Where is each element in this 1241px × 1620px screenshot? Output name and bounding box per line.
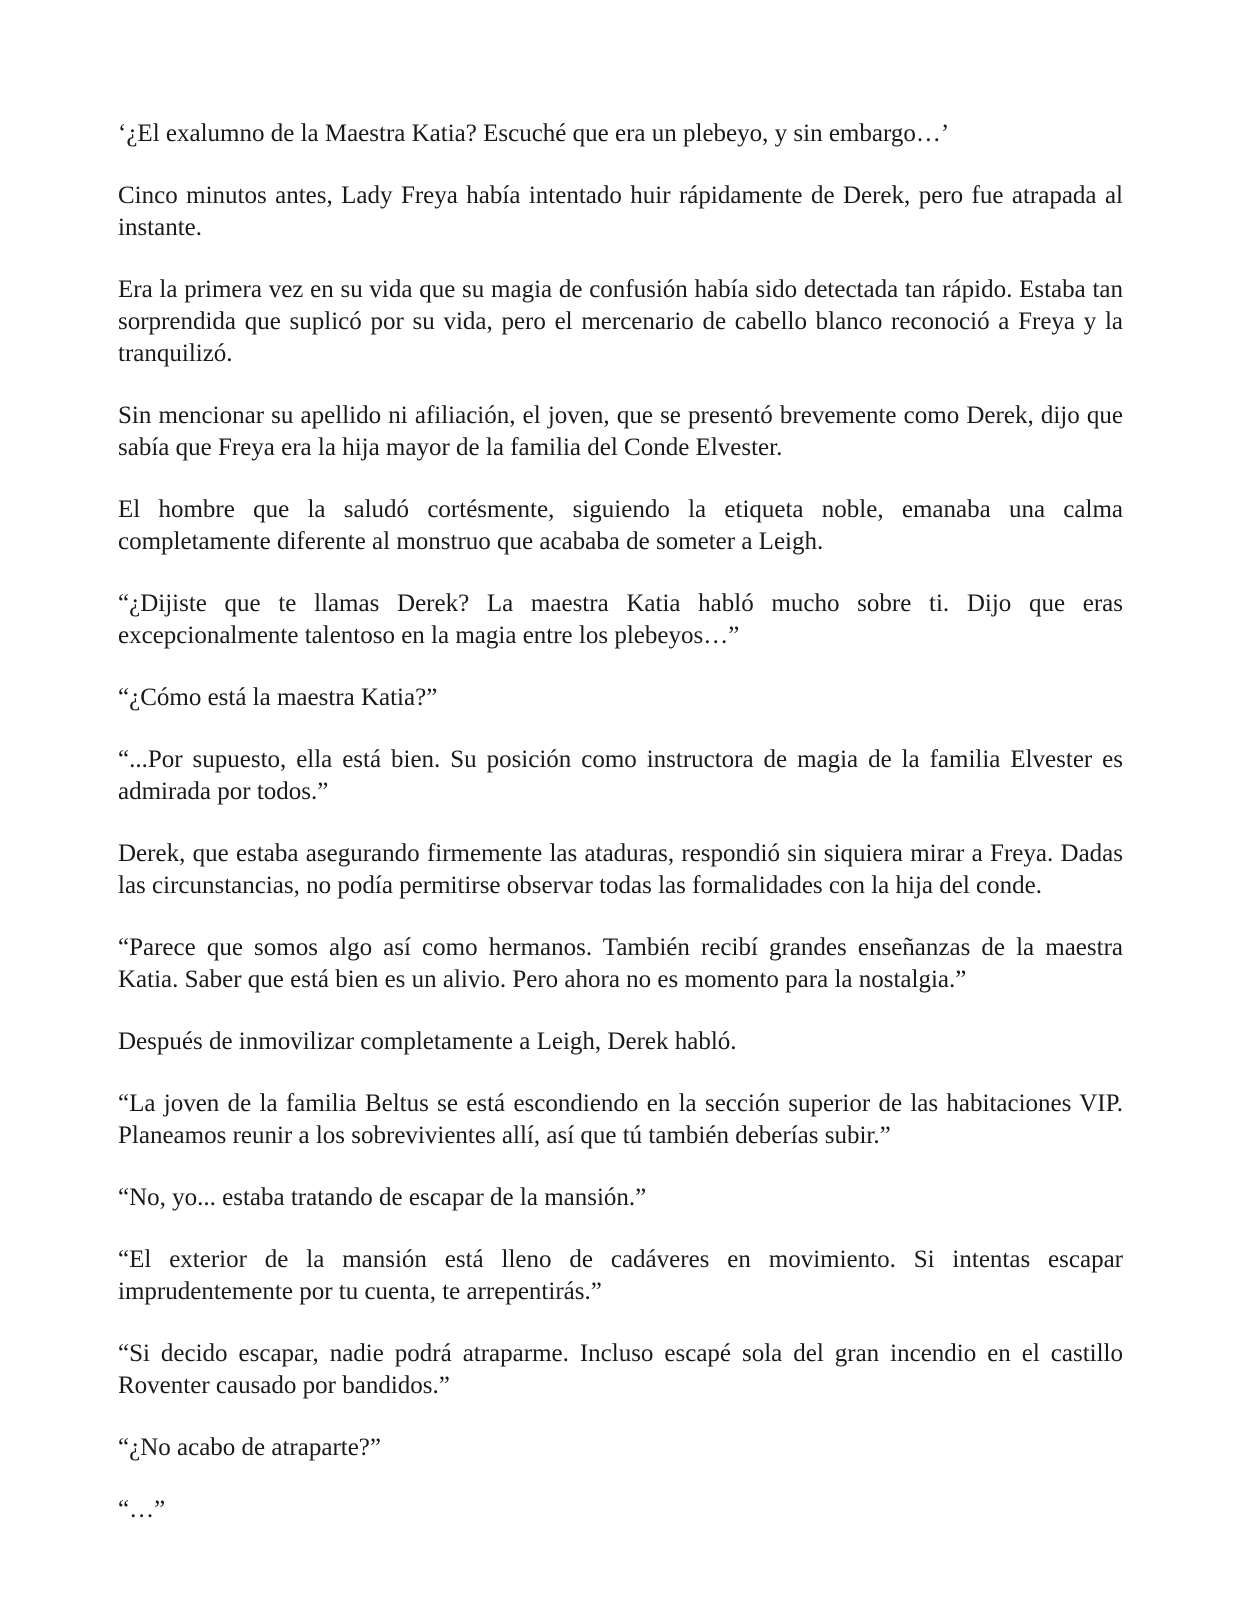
paragraph-15: “Si decido escapar, nadie podrá atraparme. Incluso escapé sola del gran incendio en el castillo Roventer causado por bandidos.” (118, 1340, 1123, 1399)
paragraph-9: Derek, que estaba asegurando firmemente las ataduras, respondió sin siquiera mirar a Freya. Dadas las circunstancias, no podía permitirse observar todas las formalidades con la hija del conde. (118, 840, 1123, 899)
paragraph-2: Cinco minutos antes, Lady Freya había intentado huir rápidamente de Derek, pero fue atrapada al instante. (118, 182, 1123, 241)
paragraph-8: “...Por supuesto, ella está bien. Su posición como instructora de magia de la familia Elvester es admirada por todos.” (118, 746, 1123, 805)
paragraph-4: Sin mencionar su apellido ni afiliación, el joven, que se presentó brevemente como Derek, dijo que sabía que Freya era la hija mayor de la familia del Conde Elvester. (118, 402, 1123, 461)
paragraph-13: “No, yo... estaba tratando de escapar de la mansión.” (118, 1184, 647, 1211)
paragraph-12: “La joven de la familia Beltus se está escondiendo en la sección superior de las habitaciones VIP. Planeamos reunir a los sobrevivientes allí, así que tú también deberías subir.” (118, 1090, 1123, 1149)
paragraph-3: Era la primera vez en su vida que su magia de confusión había sido detectada tan rápido. Estaba tan sorprendida que suplicó por su vida, pero el mercenario de cabello blanco reconoció a Freya y la tranquilizó. (118, 276, 1123, 367)
paragraph-14: “El exterior de la mansión está lleno de cadáveres en movimiento. Si intentas escapar imprudentemente por tu cuenta, te arrepentirás.” (118, 1246, 1123, 1305)
paragraph-1: ‘¿El exalumno de la Maestra Katia? Escuché que era un plebeyo, y sin embargo…’ (118, 120, 950, 147)
paragraph-16: “¿No acabo de atraparte?” (118, 1434, 382, 1461)
paragraph-7: “¿Cómo está la maestra Katia?” (118, 684, 438, 711)
paragraph-5: El hombre que la saludó cortésmente, siguiendo la etiqueta noble, emanaba una calma completamente diferente al monstruo que acababa de someter a Leigh. (118, 496, 1123, 555)
paragraph-11: Después de inmovilizar completamente a Leigh, Derek habló. (118, 1028, 737, 1055)
paragraph-10: “Parece que somos algo así como hermanos. También recibí grandes enseñanzas de la maestra Katia. Saber que está bien es un alivio. Pero ahora no es momento para la nostalgia.” (118, 934, 1123, 993)
paragraph-6: “¿Dijiste que te llamas Derek? La maestra Katia habló mucho sobre ti. Dijo que eras excepcionalmente talentoso en la magia entre los plebeyos…” (118, 590, 1123, 649)
paragraph-17: “…” (118, 1496, 166, 1523)
